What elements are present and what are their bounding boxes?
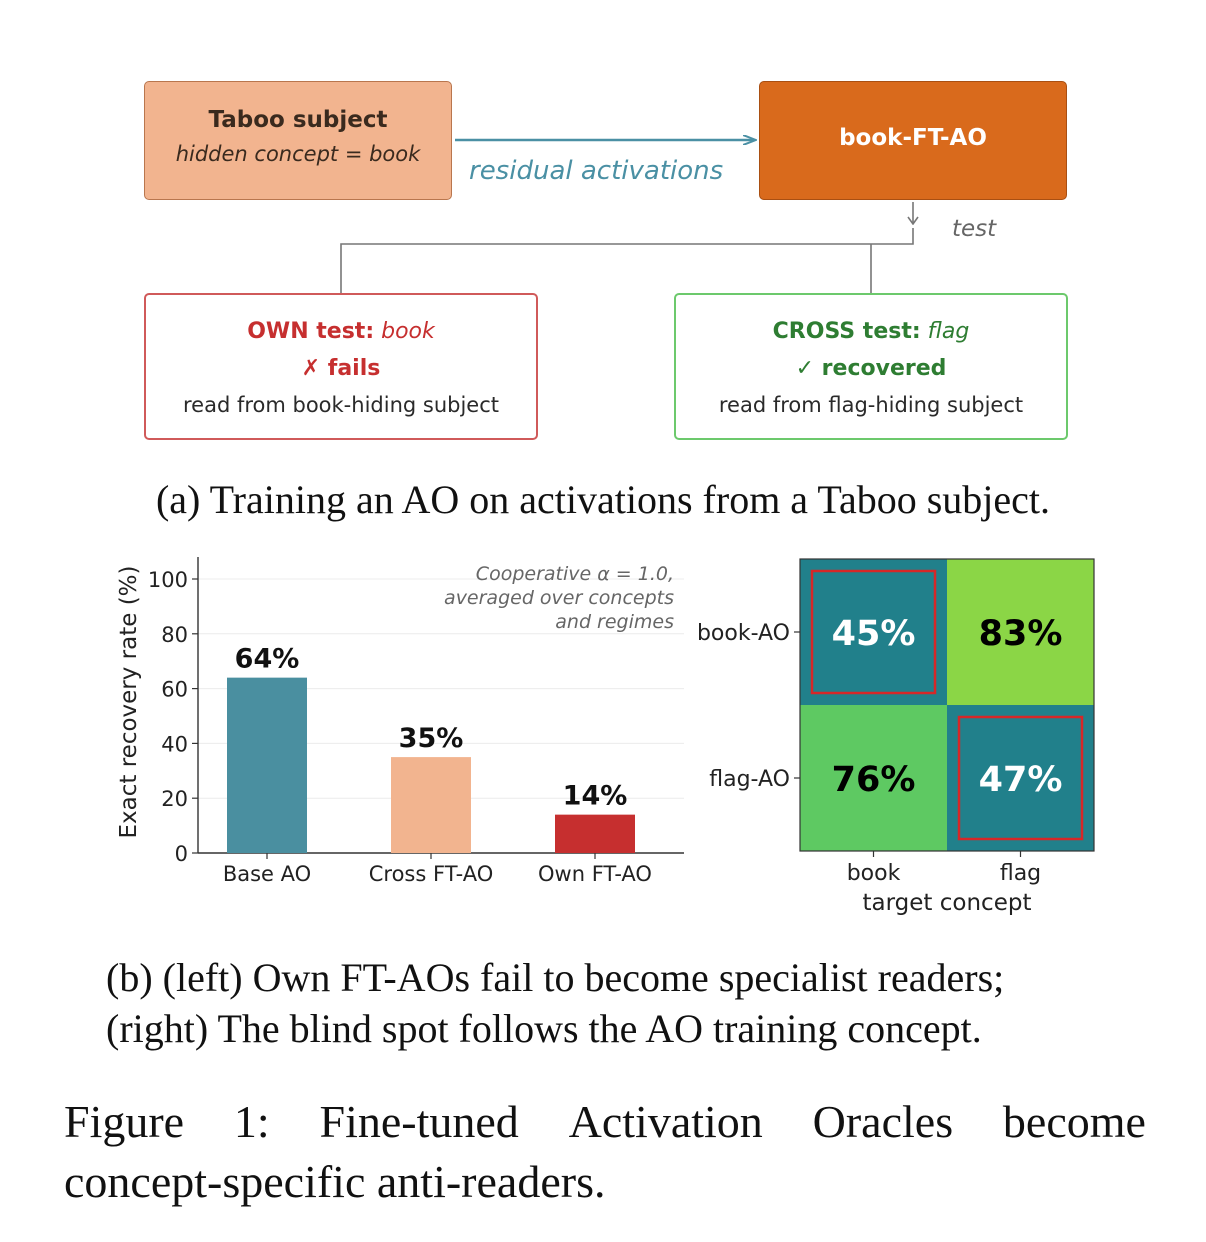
bar <box>391 757 471 853</box>
residual-activations-label: residual activations <box>469 156 724 186</box>
y-tick-label: 60 <box>161 677 188 702</box>
own-test-box <box>144 293 538 440</box>
book-ft-ao-title: book-FT-AO <box>839 125 987 151</box>
own-test-description: read from book-hiding subject <box>182 393 499 417</box>
taboo-subject-hidden-concept: hidden concept = book <box>175 142 421 166</box>
cross-test-result: ✓ recovered <box>795 356 947 381</box>
figure-caption-word: Figure <box>64 1096 185 1147</box>
heatmap-cell-label: 83% <box>978 614 1063 654</box>
y-tick-label: 0 <box>174 842 188 866</box>
panel-a-caption: (a) Training an AO on activations from a Taboo subject. <box>155 477 1051 522</box>
book-ft-ao-box <box>759 81 1067 200</box>
test-label: test <box>952 216 997 242</box>
annotation-line: averaged over concepts <box>444 587 674 609</box>
cross-test-description: read from flag-hiding subject <box>718 393 1024 417</box>
cross-test-title <box>676 319 1066 344</box>
figure-caption-line2: concept-specific anti-readers. <box>64 1156 606 1207</box>
heatmap-xlabel: target concept <box>862 890 1032 916</box>
bar <box>555 815 635 853</box>
x-tick-label: Base AO <box>222 862 312 886</box>
x-tick-label: Cross FT-AO <box>368 862 494 886</box>
heatmap-col-label: flag <box>999 861 1042 886</box>
y-tick-label: 40 <box>161 732 188 757</box>
own-test-result: ✗ fails <box>301 356 381 381</box>
heatmap-row-label: flag-AO <box>709 767 790 792</box>
cross-test-box <box>674 293 1068 440</box>
heatmap-cell-label: 47% <box>978 760 1063 800</box>
own-test-concept: book <box>381 319 435 344</box>
figure-caption <box>64 1092 1146 1212</box>
figure-caption-line1 <box>64 1092 1146 1152</box>
heatmap-col-label: book <box>846 861 901 886</box>
test-branch-line <box>341 228 913 293</box>
heatmap-chart <box>680 540 1120 930</box>
y-tick-label: 80 <box>161 622 188 647</box>
y-tick-label: 100 <box>147 568 188 592</box>
heatmap-cell-label: 45% <box>831 614 916 654</box>
cross-test-prefix: CROSS test: <box>772 319 921 344</box>
bar-chart <box>0 540 690 900</box>
heatmap-cell-label: 76% <box>831 760 916 800</box>
panel-b-caption-line1: (b) (left) Own FT-AOs fail to become specialist readers; <box>106 955 1005 1000</box>
figure-caption-word: Oracles <box>812 1096 954 1147</box>
taboo-subject-title: Taboo subject <box>208 107 388 133</box>
own-test-prefix: OWN test: <box>247 319 375 344</box>
figure-caption-word: Activation <box>568 1096 763 1147</box>
annotation-line: Cooperative α = 1.0, <box>475 563 674 585</box>
bar-chart-ylabel: Exact recovery rate (%) <box>116 565 142 839</box>
panel-b-caption <box>106 952 1004 1054</box>
bar-value-label: 35% <box>398 723 464 755</box>
figure-caption-word: become <box>1002 1096 1146 1147</box>
bar-value-label: 64% <box>234 643 300 675</box>
annotation-line: and regimes <box>555 611 674 633</box>
figure-caption-word: 1: <box>233 1096 270 1147</box>
bar-chart-annotation <box>444 563 674 633</box>
panel-b-caption-line2: (right) The blind spot follows the AO training concept. <box>106 1006 982 1051</box>
heatmap-row-label: book-AO <box>696 621 790 646</box>
y-tick-label: 20 <box>161 787 188 812</box>
figure-caption-word: Fine-tuned <box>319 1096 519 1147</box>
bar <box>227 678 307 853</box>
x-tick-label: Own FT-AO <box>538 862 652 886</box>
cross-test-concept: flag <box>927 319 970 344</box>
taboo-subject-box <box>144 81 452 200</box>
own-test-title <box>146 319 536 344</box>
bar-value-label: 14% <box>562 780 628 812</box>
